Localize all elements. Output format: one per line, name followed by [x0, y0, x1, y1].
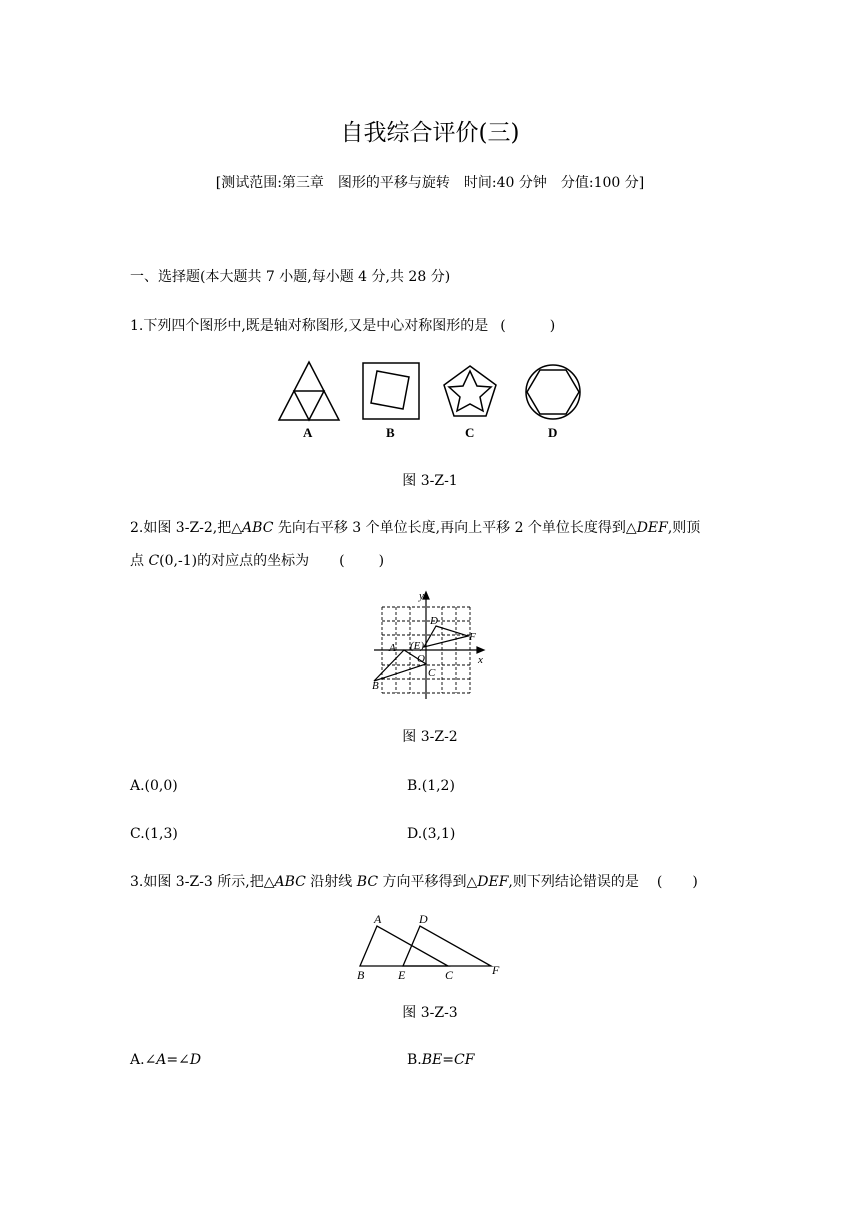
answer-paren-open: (	[500, 318, 506, 334]
axis-label-x: x	[478, 654, 483, 666]
q3-text-part: ,则下列结论错误的是	[508, 874, 639, 890]
point-c: C	[428, 667, 436, 679]
figure-caption-1: 图 3-Z-1	[402, 473, 458, 489]
q3-text-part: 3.如图 3-Z-3 所示,把△	[130, 874, 275, 890]
shape-a-triangle	[279, 362, 339, 420]
translated-triangles	[360, 926, 491, 966]
shape-b-squares	[363, 363, 419, 419]
q2-text-part: (0,-1)的对应点的坐标为	[159, 553, 310, 569]
option-a-text: ∠A=∠D	[144, 1052, 202, 1068]
option-a: A.(0,0)	[130, 778, 178, 794]
option-b-prefix: B.	[407, 1052, 422, 1068]
point-f: F	[469, 631, 476, 643]
option-b	[407, 1050, 474, 1070]
point-d: D	[430, 615, 438, 627]
q3-text-part: 沿射线	[305, 874, 357, 890]
figure-3-z-2	[368, 587, 492, 699]
figure-3-z-3	[350, 908, 510, 982]
q2-text-part: ,则顶	[667, 520, 701, 536]
answer-paren-open: (	[656, 874, 663, 890]
point-a: A	[389, 642, 396, 654]
label-a: A	[374, 912, 382, 926]
figure-caption-2: 图 3-Z-2	[402, 729, 458, 745]
label-a: A	[303, 425, 313, 440]
shape-c-star-pentagon	[444, 366, 496, 416]
label-b: B	[357, 968, 365, 982]
answer-paren-close: )	[549, 318, 556, 334]
option-d: D.(3,1)	[407, 826, 456, 842]
label-e: E	[398, 968, 406, 982]
question-1	[130, 316, 555, 336]
origin-o: O	[417, 653, 425, 665]
label-c: C	[445, 968, 454, 982]
option-a	[130, 1050, 201, 1070]
option-b-text: BE=CF	[421, 1052, 475, 1068]
point-e: (E)	[410, 640, 425, 652]
label-d: D	[548, 425, 558, 440]
q2-text-part: 先向右平移 3 个单位长度,再向上平移 2 个单位长度得到△	[273, 520, 637, 536]
label-c: C	[465, 425, 475, 440]
answer-paren-close: )	[378, 553, 385, 569]
q2-triangle-abc: ABC	[242, 520, 274, 536]
option-b: B.(1,2)	[407, 778, 455, 794]
label-b: B	[386, 425, 395, 440]
test-scope-subtitle: [测试范围:第三章 图形的平移与旋转 时间:40 分钟 分值:100 分]	[215, 175, 645, 191]
q2-text-part: 2.如图 3-Z-2,把△	[130, 520, 243, 536]
question-1-text: 1.下列四个图形中,既是轴对称图形,又是中心对称图形的是	[130, 318, 489, 334]
axis-label-y: y	[419, 590, 424, 602]
option-a-prefix: A.	[130, 1052, 145, 1068]
question-2-line-2	[130, 551, 384, 571]
q3-triangle-def: DEF	[477, 874, 509, 890]
q2-triangle-def: DEF	[636, 520, 668, 536]
answer-paren-open: (	[339, 553, 345, 569]
option-c: C.(1,3)	[130, 826, 178, 842]
label-f: F	[492, 963, 500, 977]
point-b: B	[372, 680, 379, 692]
q2-text-part: 点	[130, 553, 149, 569]
question-3	[130, 872, 698, 892]
section-heading: 一、选择题(本大题共 7 小题,每小题 4 分,共 28 分)	[130, 269, 451, 285]
q2-point-c: C	[148, 553, 160, 569]
document-title: 自我综合评价(三)	[340, 120, 520, 146]
question-2-line-1	[130, 518, 700, 538]
shape-d-hexagon-circle	[526, 365, 580, 419]
figure-caption-3: 图 3-Z-3	[402, 1005, 458, 1021]
q3-ray-bc: BC	[356, 874, 379, 890]
q3-text-part: 方向平移得到△	[378, 874, 478, 890]
figure-3-z-1	[270, 360, 590, 444]
answer-paren-close: )	[692, 874, 698, 890]
label-d: D	[419, 912, 428, 926]
q3-triangle-abc: ABC	[274, 874, 306, 890]
